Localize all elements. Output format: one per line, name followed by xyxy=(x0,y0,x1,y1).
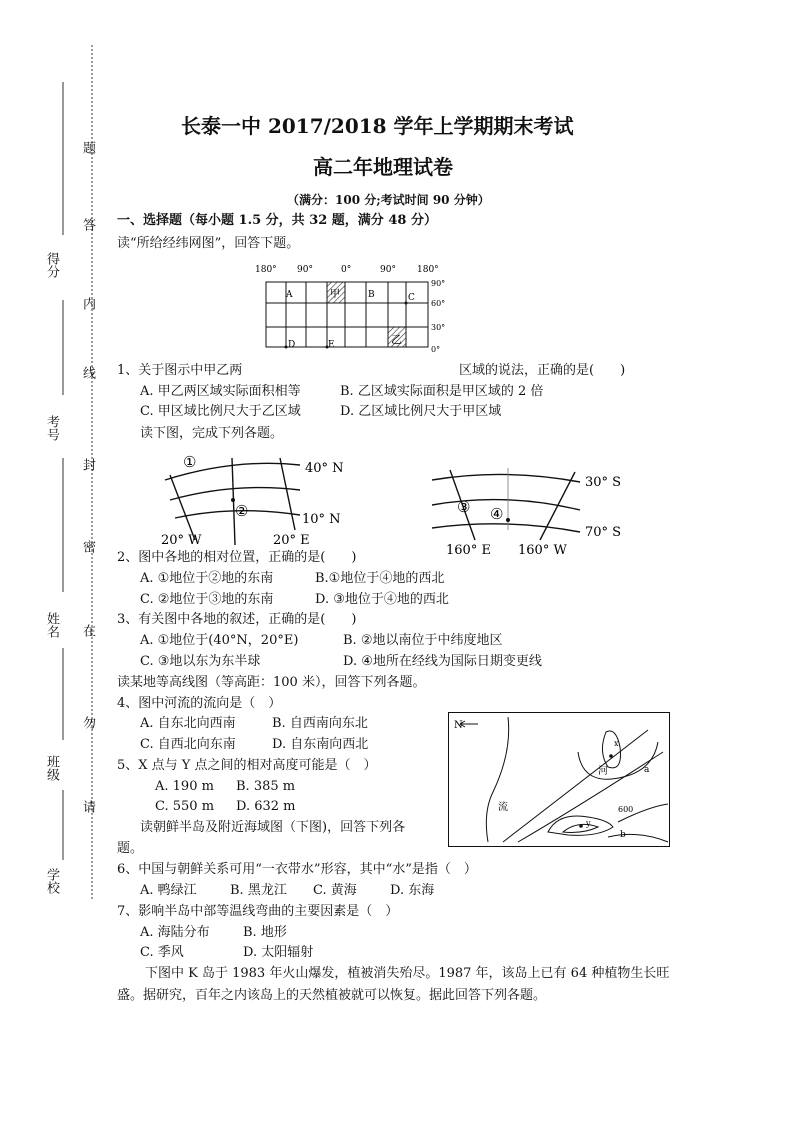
q6-option-c: C. 黄海 xyxy=(313,883,357,898)
binding-char-2: 答 xyxy=(80,218,95,231)
right-label-0: 0° xyxy=(431,345,441,354)
q5-stem: 5、X 点与 Y 点之间的相对高度可能是（ ） xyxy=(117,758,377,773)
q5-option-a: A. 190 m xyxy=(155,779,214,794)
label-lon-160e: 160° E xyxy=(446,543,491,558)
field-school: 学校 xyxy=(44,868,59,894)
q3-option-b: B. ②地以南位于中纬度地区 xyxy=(343,633,503,648)
q2-option-c: C. ②地位于③地的东南 xyxy=(140,592,274,607)
lat-lon-grid-map xyxy=(255,262,455,358)
label-lat-70s: 70° S xyxy=(585,525,622,540)
top-label-180e: 180° xyxy=(417,265,439,275)
contour-map xyxy=(448,712,670,847)
grid-label-d: D xyxy=(288,340,296,350)
contour-label-a: a xyxy=(644,765,650,775)
exam-title: 长泰一中 2017/2018 学年上学期期末考试 xyxy=(181,114,574,138)
grid-label-e: E xyxy=(328,340,335,350)
intro-2: 读下图，完成下列各题。 xyxy=(140,426,284,441)
q1-stem-right: 区域的说法，正确的是( ) xyxy=(459,363,626,378)
q3-option-a: A. ①地位于(40°N，20°E) xyxy=(140,633,299,648)
label-lon-160w: 160° W xyxy=(518,543,567,558)
grid-label-jia: 甲 xyxy=(330,289,340,300)
field-score: 得分 xyxy=(44,252,59,278)
q2-stem: 2、图中各地的相对位置，正确的是( ) xyxy=(117,550,357,565)
intro-3: 读某地等高线图（等高距：100 米），回答下列各题。 xyxy=(117,675,426,690)
binding-char-5: 封 xyxy=(80,458,95,471)
q5-option-b: B. 385 m xyxy=(236,779,296,794)
q2-option-a: A. ①地位于②地的东南 xyxy=(140,571,274,586)
label-n1: ① xyxy=(183,453,197,471)
label-lon-20w: 20° W xyxy=(161,533,202,548)
label-lat-30s: 30° S xyxy=(585,475,622,490)
field-class: 班级 xyxy=(44,755,59,781)
q4-option-b: B. 自西南向东北 xyxy=(272,716,368,731)
q1-option-b: B. 乙区域实际面积是甲区域的 2 倍 xyxy=(340,384,544,399)
q1-stem-left: 1、关于图示中甲乙两 xyxy=(117,363,243,378)
point-y-label: y xyxy=(586,819,591,828)
score-info: （满分：100 分;考试时间 90 分钟） xyxy=(287,193,490,207)
top-label-90w: 90° xyxy=(297,265,313,275)
top-label-90e: 90° xyxy=(380,265,396,275)
q4-option-d: D. 自东南向西北 xyxy=(272,737,369,752)
q7-option-c: C. 季风 xyxy=(140,945,184,960)
q5-option-d: D. 632 m xyxy=(236,799,296,814)
section-intro: 读“所给经纬网图”，回答下题。 xyxy=(117,236,300,251)
q6-option-a: A. 鸭绿江 xyxy=(140,883,197,898)
q4-stem: 4、图中河流的流向是（ ） xyxy=(117,696,282,711)
contour-label-600: 600 xyxy=(618,805,634,814)
binding-char-3: 内 xyxy=(80,297,95,310)
grid-label-yi: 乙 xyxy=(391,333,402,346)
q2-option-b: B.①地位于④地的西北 xyxy=(315,571,445,586)
paragraph-line-2: 盛。据研究，百年之内该岛上的天然植被就可以恢复。据此回答下列各题。 xyxy=(117,988,547,1003)
q1-option-c: C. 甲区域比例尺大于乙区域 xyxy=(140,404,301,419)
map-northern-hemisphere xyxy=(155,450,365,550)
binding-char-8: 勿 xyxy=(80,716,95,729)
contour-label-b: b xyxy=(620,830,626,840)
q1-option-d: D. 乙区域比例尺大于甲区域 xyxy=(340,404,502,419)
field-exam-number: 考号 xyxy=(44,415,59,441)
right-label-60: 60° xyxy=(431,299,446,308)
label-lat-10n: 10° N xyxy=(302,512,341,527)
label-n3: ③ xyxy=(457,498,471,516)
binding-char-1: 题 xyxy=(80,141,95,154)
label-lon-20e: 20° E xyxy=(273,533,310,548)
q3-option-d: D. ④地所在经线为国际日期变更线 xyxy=(343,654,542,669)
top-label-0: 0° xyxy=(341,265,352,275)
intro-4a: 读朝鲜半岛及附近海域图（下图)，回答下列各 xyxy=(140,820,406,835)
q2-option-d: D. ③地位于④地的西北 xyxy=(315,592,449,607)
field-name: 姓名 xyxy=(44,612,59,638)
binding-margin-lines xyxy=(0,0,120,1123)
q6-stem: 6、中国与朝鲜关系可用“一衣带水”形容，其中“水”是指（ ） xyxy=(117,862,477,877)
q1-option-a: A. 甲乙两区域实际面积相等 xyxy=(140,384,301,399)
q3-stem: 3、有关图中各地的叙述，正确的是( ) xyxy=(117,612,357,627)
q7-option-a: A. 海陆分布 xyxy=(140,925,210,940)
q7-stem: 7、影响半岛中部等温线弯曲的主要因素是（ ） xyxy=(117,904,399,919)
exam-subtitle: 高二年地理试卷 xyxy=(313,155,453,179)
q5-option-c: C. 550 m xyxy=(155,799,215,814)
right-label-30: 30° xyxy=(431,323,446,332)
q4-option-c: C. 自西北向东南 xyxy=(140,737,236,752)
q7-option-d: D. 太阳辐射 xyxy=(243,945,314,960)
q6-option-b: B. 黑龙江 xyxy=(230,883,287,898)
binding-char-9: 请 xyxy=(80,800,95,813)
binding-char-7: 在 xyxy=(80,624,95,637)
top-label-180w: 180° xyxy=(255,265,277,275)
right-label-90: 90° xyxy=(431,279,446,288)
label-n2: ② xyxy=(235,502,249,520)
q4-option-a: A. 自东北向西南 xyxy=(140,716,236,731)
q3-option-c: C. ③地以东为东半球 xyxy=(140,654,261,669)
point-x-label: x xyxy=(614,739,619,748)
q6-option-d: D. 东海 xyxy=(390,883,435,898)
map-southern-hemisphere xyxy=(430,460,630,560)
paragraph-line-1: 下图中 K 岛于 1983 年火山爆发，植被消失殆尽。1987 年，该岛上已有 64 种植物生长旺 xyxy=(145,966,670,981)
grid-label-a: A xyxy=(286,290,293,300)
binding-char-4: 线 xyxy=(80,366,95,379)
river-label-1: 河 xyxy=(598,766,608,777)
q7-option-b: B. 地形 xyxy=(243,925,287,940)
section-heading: 一、选择题（每小题 1.5 分，共 32 题，满分 48 分） xyxy=(117,213,437,228)
binding-char-6: 密 xyxy=(80,540,95,553)
north-label: N xyxy=(454,720,463,731)
label-n4: ④ xyxy=(490,505,504,523)
grid-label-b: B xyxy=(368,290,375,300)
intro-4b: 题。 xyxy=(117,841,144,856)
river-label-2: 流 xyxy=(498,802,508,813)
label-lat-40n: 40° N xyxy=(305,461,344,476)
grid-label-c: C xyxy=(408,293,415,303)
